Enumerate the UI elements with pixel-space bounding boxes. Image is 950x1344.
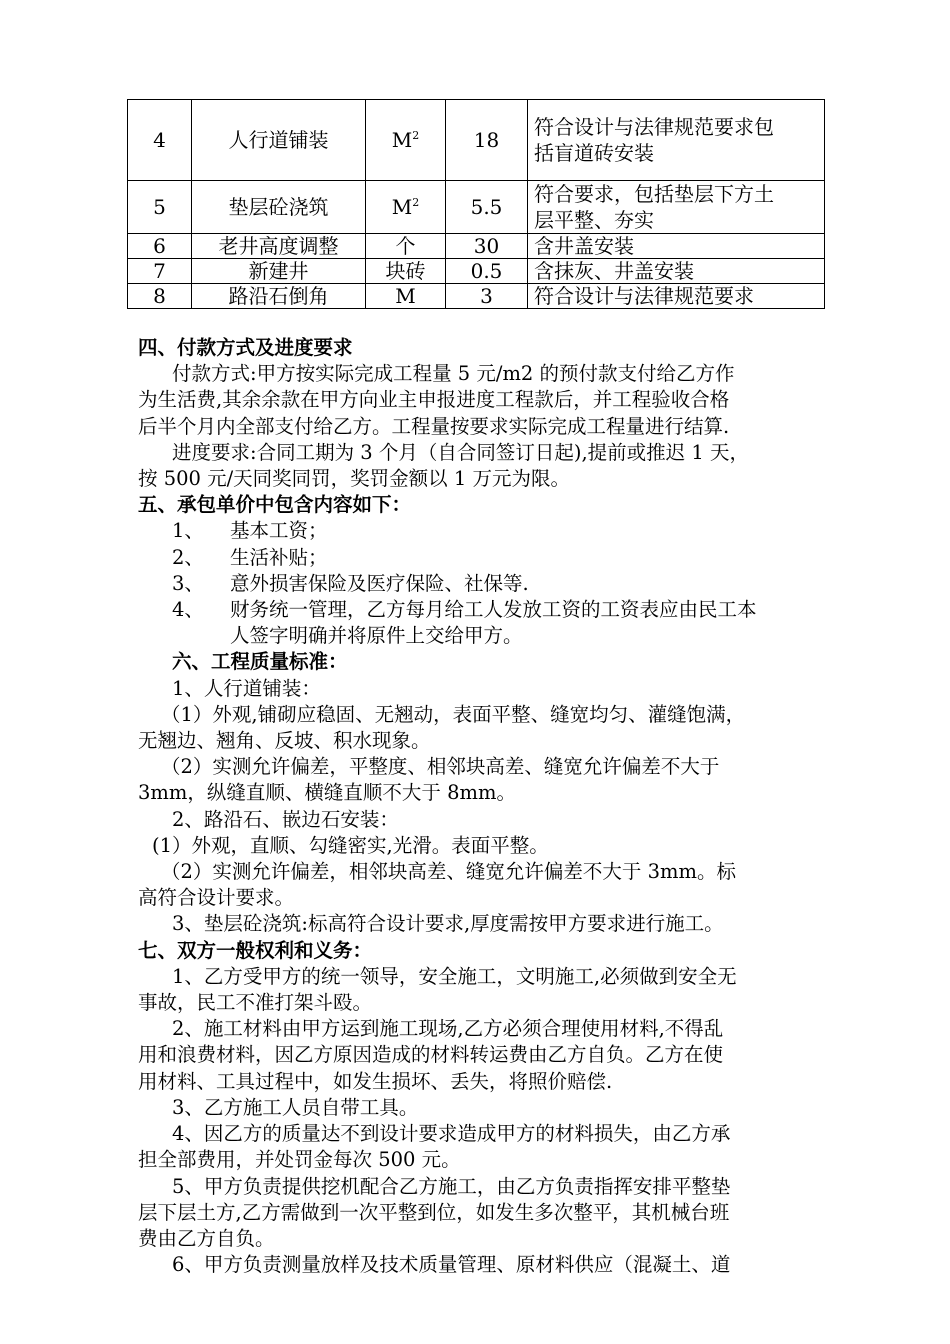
cell-name: 新建井: [192, 259, 366, 284]
cell-note: [528, 181, 825, 234]
obligation-paragraph: 费由乙方自负。: [138, 1226, 275, 1250]
obligation-paragraph: 2、施工材料由甲方运到施工现场,乙方必须合理使用材料,不得乱: [172, 1017, 724, 1041]
obligation-paragraph: 用材料、工具过程中，如发生损坏、丢失，将照价赔偿.: [138, 1069, 613, 1093]
list-text: 基本工资；: [230, 519, 328, 543]
obligation-paragraph: 4、因乙方的质量达不到设计要求造成甲方的材料损失，由乙方承: [172, 1122, 731, 1146]
payment-paragraph: 为生活费,其余余款在甲方向业主申报进度工程款后，并工程验收合格: [138, 388, 730, 412]
obligation-paragraph: 1、乙方受甲方的统一领导，安全施工，文明施工,必须做到安全无: [172, 964, 737, 988]
cell-unit: [366, 181, 446, 234]
list-number: 4、: [172, 598, 204, 622]
unit-text: M: [391, 195, 413, 219]
cell-qty: 3: [446, 284, 528, 309]
quality-paragraph: （2）实测允许偏差，平整度、相邻块高差、缝宽允许偏差不大于: [161, 755, 720, 779]
list-number: 1、: [172, 519, 204, 543]
table-row: [128, 234, 825, 259]
cell-unit: 个: [366, 234, 446, 259]
obligation-paragraph: 担全部费用，并处罚金每次 500 元。: [138, 1148, 461, 1172]
schedule-paragraph: 按 500 元/天同奖同罚，奖罚金额以 1 万元为限。: [138, 467, 570, 491]
obligation-paragraph: 用和浪费材料，因乙方原因造成的材料转运费由乙方自负。乙方在使: [138, 1043, 724, 1067]
list-text: 意外损害保险及医疗保险、社保等.: [230, 571, 529, 595]
body-text: [138, 335, 828, 1278]
unit-superscript: 2: [412, 196, 420, 209]
quality-paragraph: 无翘边、翘角、反坡、积水现象。: [138, 729, 431, 753]
cell-unit: 块砖: [366, 259, 446, 284]
note-line: 括盲道砖安装: [534, 141, 654, 165]
note-line: 层平整、夯实: [534, 208, 654, 232]
list-number: 3、: [172, 571, 204, 595]
section-heading: 六、工程质量标准：: [172, 650, 348, 674]
cell-unit: [366, 100, 446, 181]
cell-note: 符合设计与法律规范要求: [528, 284, 825, 309]
cell-no: 4: [128, 100, 192, 181]
table-row: [128, 284, 825, 309]
cell-name: 垫层砼浇筑: [192, 181, 366, 234]
table-row: [128, 259, 825, 284]
list-item-continuation: 人签字明确并将原件上交给甲方。: [230, 624, 523, 648]
cell-name: 人行道铺装: [192, 100, 366, 181]
list-item: [138, 597, 828, 623]
cell-no: 5: [128, 181, 192, 234]
list-item: [138, 571, 828, 597]
payment-paragraph: 后半个月内全部支付给乙方。工程量按要求实际完成工程量进行结算.: [138, 414, 730, 438]
obligation-paragraph: 事故，民工不准打架斗殴。: [138, 991, 373, 1015]
note-line: 符合要求，包括垫层下方土: [534, 182, 774, 206]
quantity-table: [127, 99, 825, 309]
section-heading: 五、承包单价中包含内容如下：: [138, 493, 412, 517]
quality-paragraph: 高符合设计要求。: [138, 886, 295, 910]
unit-superscript: 2: [412, 129, 420, 142]
cell-no: 8: [128, 284, 192, 309]
section-heading: 四、付款方式及进度要求: [138, 336, 353, 359]
cell-note: [528, 100, 825, 181]
cell-note: 含抹灰、井盖安装: [528, 259, 825, 284]
list-item: [138, 518, 828, 544]
subsection-title: 2、路沿石、嵌边石安装：: [172, 807, 399, 831]
schedule-paragraph: 进度要求:合同工期为 3 个月（自合同签订日起),提前或推迟 1 天，: [172, 440, 749, 464]
cell-qty: 18: [446, 100, 528, 181]
unit-text: M: [391, 128, 413, 152]
cell-qty: 0.5: [446, 259, 528, 284]
obligation-paragraph: 5、甲方负责提供挖机配合乙方施工，由乙方负责指挥安排平整垫: [172, 1174, 731, 1198]
list-text: 生活补贴；: [230, 545, 328, 569]
cell-unit: M: [366, 284, 446, 309]
table-row: [128, 100, 825, 181]
cell-name: 老井高度调整: [192, 234, 366, 259]
obligation-paragraph: 3、乙方施工人员自带工具。: [172, 1095, 419, 1119]
table-row: [128, 181, 825, 234]
cell-no: 7: [128, 259, 192, 284]
subsection-title: 1、人行道铺装：: [172, 676, 321, 700]
obligation-paragraph: 6、甲方负责测量放样及技术质量管理、原材料供应（混凝土、道: [172, 1253, 731, 1277]
list-number: 2、: [172, 545, 204, 569]
section-heading: 七、双方一般权利和义务：: [138, 938, 373, 962]
quality-paragraph: 3mm，纵缝直顺、横缝直顺不大于 8mm。: [138, 781, 516, 805]
obligation-paragraph: 层下层土方,乙方需做到一次平整到位，如发生多次整平，其机械台班: [138, 1200, 730, 1224]
quality-paragraph: （2）实测允许偏差，相邻块高差、缝宽允许偏差不大于 3mm。标: [161, 860, 736, 884]
list-item: [138, 545, 828, 571]
subsection-title: 3、垫层砼浇筑:标高符合设计要求,厚度需按甲方要求进行施工。: [172, 912, 724, 936]
note-line: 符合设计与法律规范要求包: [534, 115, 774, 139]
cell-note: 含井盖安装: [528, 234, 825, 259]
quality-paragraph: (1）外观，直顺、勾缝密实,光滑。表面平整。: [152, 833, 549, 857]
cell-no: 6: [128, 234, 192, 259]
cell-name: 路沿石倒角: [192, 284, 366, 309]
list-text: 财务统一管理，乙方每月给工人发放工资的工资表应由民工本: [230, 598, 757, 622]
cell-qty: 5.5: [446, 181, 528, 234]
cell-qty: 30: [446, 234, 528, 259]
payment-paragraph: 付款方式:甲方按实际完成工程量 5 元/m2 的预付款支付给乙方作: [172, 362, 735, 386]
quality-paragraph: （1）外观,铺砌应稳固、无翘动，表面平整、缝宽均匀、灌缝饱满，: [161, 702, 746, 726]
